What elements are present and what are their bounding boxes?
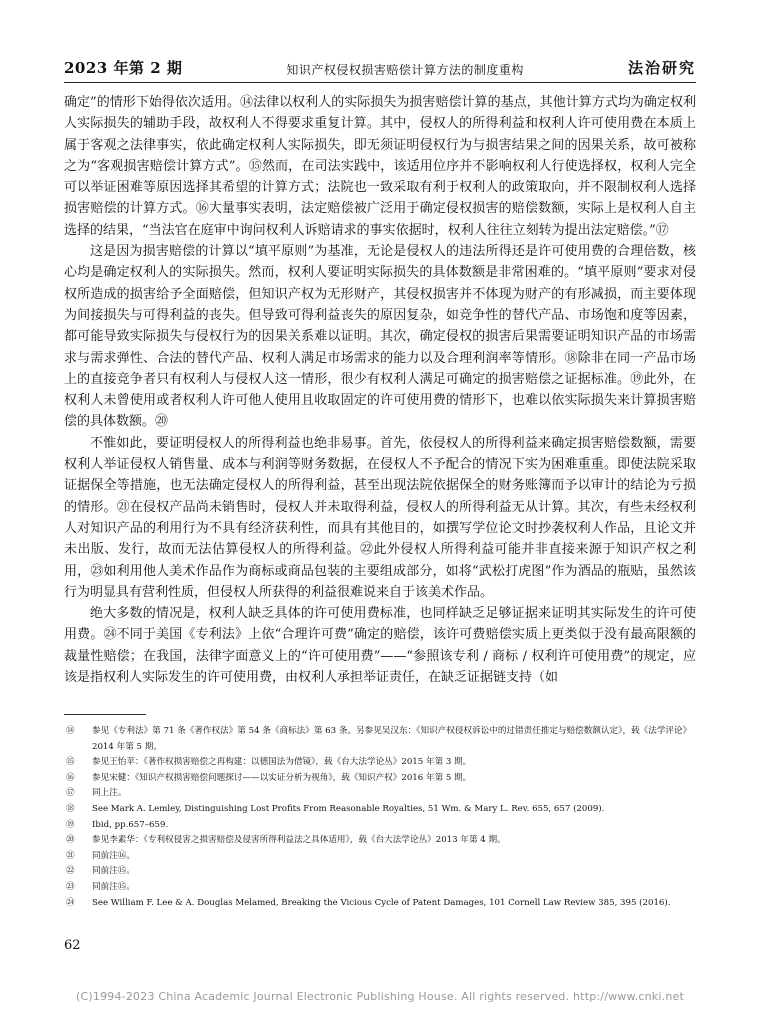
paragraph: 这是因为损害赔偿的计算以“填平原则”为基准，无论是侵权人的违法所得还是许可使用费的合理倍数，核心均是确定权利人的实际损失。然而，权利人要证明实际损失的具体数额是非常困难的。“填平原则”要求对侵权所造成的损害给予全面赔偿，但知识产权为无形财产，其侵权损害并不体现为财产的有形减损，而主要体现为间接损失与可得利益的丧失。但导致可得利益丧失的原因复杂，如竞争性的替代产品、市场饱和度等因素，都可能导致实际损失与侵权行为的因果关系难以证明。其次，确定侵权的损害后果需要证明知识产品的市场需求与需求弹性、合法的替代产品、权利人满足市场需求的能力以及合理利润率等情形。⑱除非在同一产品市场上的直接竞争者只有权利人与侵权人这一情形，很少有权利人满足可确定的损害赔偿之证据标准。⑲此外，在权利人未曾使用或者权利人许可他人使用且收取固定的许可使用费的情形下，也难以依实际损失来计算损害赔偿的具体数额。⑳ <box>64 244 696 430</box>
footnote <box>64 771 696 787</box>
footnote-text: 同上注。 <box>92 788 127 799</box>
footnote-text: See Mark A. Lemley, Distinguishing Lost Profits From Reasonable Royalties, 51 Wm. & Mary L. Rev. 655, 657 (2009). <box>92 803 605 814</box>
footnote <box>64 724 696 755</box>
footnote <box>64 849 696 865</box>
footnote-number: ⑱ <box>66 803 75 814</box>
footnote <box>64 786 696 802</box>
footnote-number: ㉑ <box>66 850 75 861</box>
footnote <box>64 755 696 771</box>
footnote-text: 参见李素华：《专利权侵害之损害赔偿及侵害所得利益法之具体适用》，载《台大法学论丛》2013 年第 4 期。 <box>92 835 506 846</box>
paragraph: 绝大多数的情况是，权利人缺乏具体的许可使用费标准，也同样缺乏足够证据来证明其实际发生的许可使用费。㉔不同于美国《专利法》上依“合理许可费”确定的赔偿，该许可费赔偿实质上更类似于没有最高限额的裁量性赔偿；在我国，法律字面意义上的“许可使用费”——“参照该专利 / 商标 / 权利许可使用费”的规定，应该是指权利人实际发生的许可使用费，由权利人承担举证责任，在缺乏证据链支持（如 <box>64 606 696 686</box>
footnote <box>64 896 696 912</box>
paragraph: 不惟如此，要证明侵权人的所得利益也绝非易事。首先，依侵权人的所得利益来确定损害赔偿数额，需要权利人举证侵权人销售量、成本与利润等财务数据，在侵权人不予配合的情况下实为困难重重。即使法院采取证据保全等措施，也无法确定侵权人的所得利益，甚至出现法院依据保全的财务账簿而予以审计的结论为亏损的情形。㉑在侵权产品尚未销售时，侵权人并未取得利益，侵权人的所得利益无从计算。其次，有些未经权利人对知识产品的利用行为不具有经济获利性，而具有其他目的，如撰写学位论文时抄袭权利人作品，且论文并未出版、发行，故而无法估算侵权人的所得利益。㉒此外侵权人所得利益可能并非直接来源于知识产权之利用，㉓如利用他人美术作品作为商标或商品包装的主要组成部分，如将“武松打虎图”作为酒品的瓶贴，虽然该行为明显具有营利性质，但侵权人所获得的利益很难说来自于该美术作品。 <box>64 435 696 600</box>
footnote-text: Ibid, pp.657–659. <box>92 819 169 830</box>
page-number: 62 <box>64 938 81 953</box>
footnote-text: 同前注⑮。 <box>92 881 135 892</box>
footnote-text: 同前注⑯。 <box>92 850 135 861</box>
footnote-number: ⑰ <box>66 788 75 799</box>
footnotes <box>64 724 696 911</box>
footnote-divider <box>64 714 146 715</box>
footnote-text: 参见《专利法》第 71 条《著作权法》第 54 条《商标法》第 63 条。另参见吴汉东：《知识产权侵权诉讼中的过错责任推定与赔偿数额认定》，载《法学评论》2014 年第 5 期。 <box>92 726 692 752</box>
footnote-text: See William F. Lee & A. Douglas Melamed, Breaking the Vicious Cycle of Patent Damages, 101 Cornell Law Review 385, 395 (2016). <box>92 897 671 908</box>
footnote-number: ⑮ <box>66 757 75 768</box>
running-title: 知识产权侵权损害赔偿计算方法的制度重构 <box>286 63 524 77</box>
footnote-number: ⑲ <box>66 819 75 830</box>
footnote <box>64 802 696 818</box>
footnote <box>64 833 696 849</box>
footnote-text: 同前注⑮。 <box>92 866 135 877</box>
footnote-number: ⑯ <box>66 772 75 783</box>
footnote-number: ㉔ <box>66 897 75 908</box>
footnote-number: ㉓ <box>66 881 75 892</box>
paragraph: 确定”的情形下始得依次适用。⑭法律以权利人的实际损失为损害赔偿计算的基点，其他计算方式均为确定权利人实际损失的辅助手段，故权利人不得要求重复计算。其中，侵权人的所得利益和权利人许可使用费在本质上属于客观之法律事实，依此确定权利人实际损失，即无须证明侵权行为与损害结果之间的因果关系，故可被称之为“客观损害赔偿计算方式”。⑮然而，在司法实践中，该适用位序并不影响权利人行使选择权，权利人完全可以举证困难等原因选择其希望的计算方式；法院也一致采取有利于权利人的政策取向，并不限制权利人选择损害赔偿的计算方式。⑯大量事实表明，法定赔偿被广泛用于确定侵权损害的赔偿数额，实际上是权利人自主选择的结果，“当法官在庭审中询问权利人诉赔请求的事实依据时，权利人往往立刻转为提出法定赔偿。”⑰ <box>64 95 696 238</box>
footnote-text: 参见宋健：《知识产权损害赔偿问题探讨——以实证分析为视角》，载《知识产权》2016 年第 5 期。 <box>92 772 472 783</box>
footnote <box>64 818 696 834</box>
footnote-number: ㉒ <box>66 866 75 877</box>
journal-issue: 2023 年第 2 期 <box>64 59 183 77</box>
footnote-number: ⑭ <box>66 726 75 736</box>
footnote-number: ⑳ <box>66 835 75 846</box>
footnote <box>64 880 696 896</box>
running-header <box>64 52 696 83</box>
footnote-text: 参见王怡苹：《著作权损害赔偿之再构建：以德国法为借镜》，载《台大法学论丛》2015 年第 3 期。 <box>92 757 472 768</box>
footnote <box>64 864 696 880</box>
copyright-notice: (C)1994-2023 China Academic Journal Electronic Publishing House. All rights reserved. http://www.cnki.net <box>76 990 684 1003</box>
article-body <box>64 92 696 688</box>
journal-name: 法治研究 <box>627 59 696 77</box>
